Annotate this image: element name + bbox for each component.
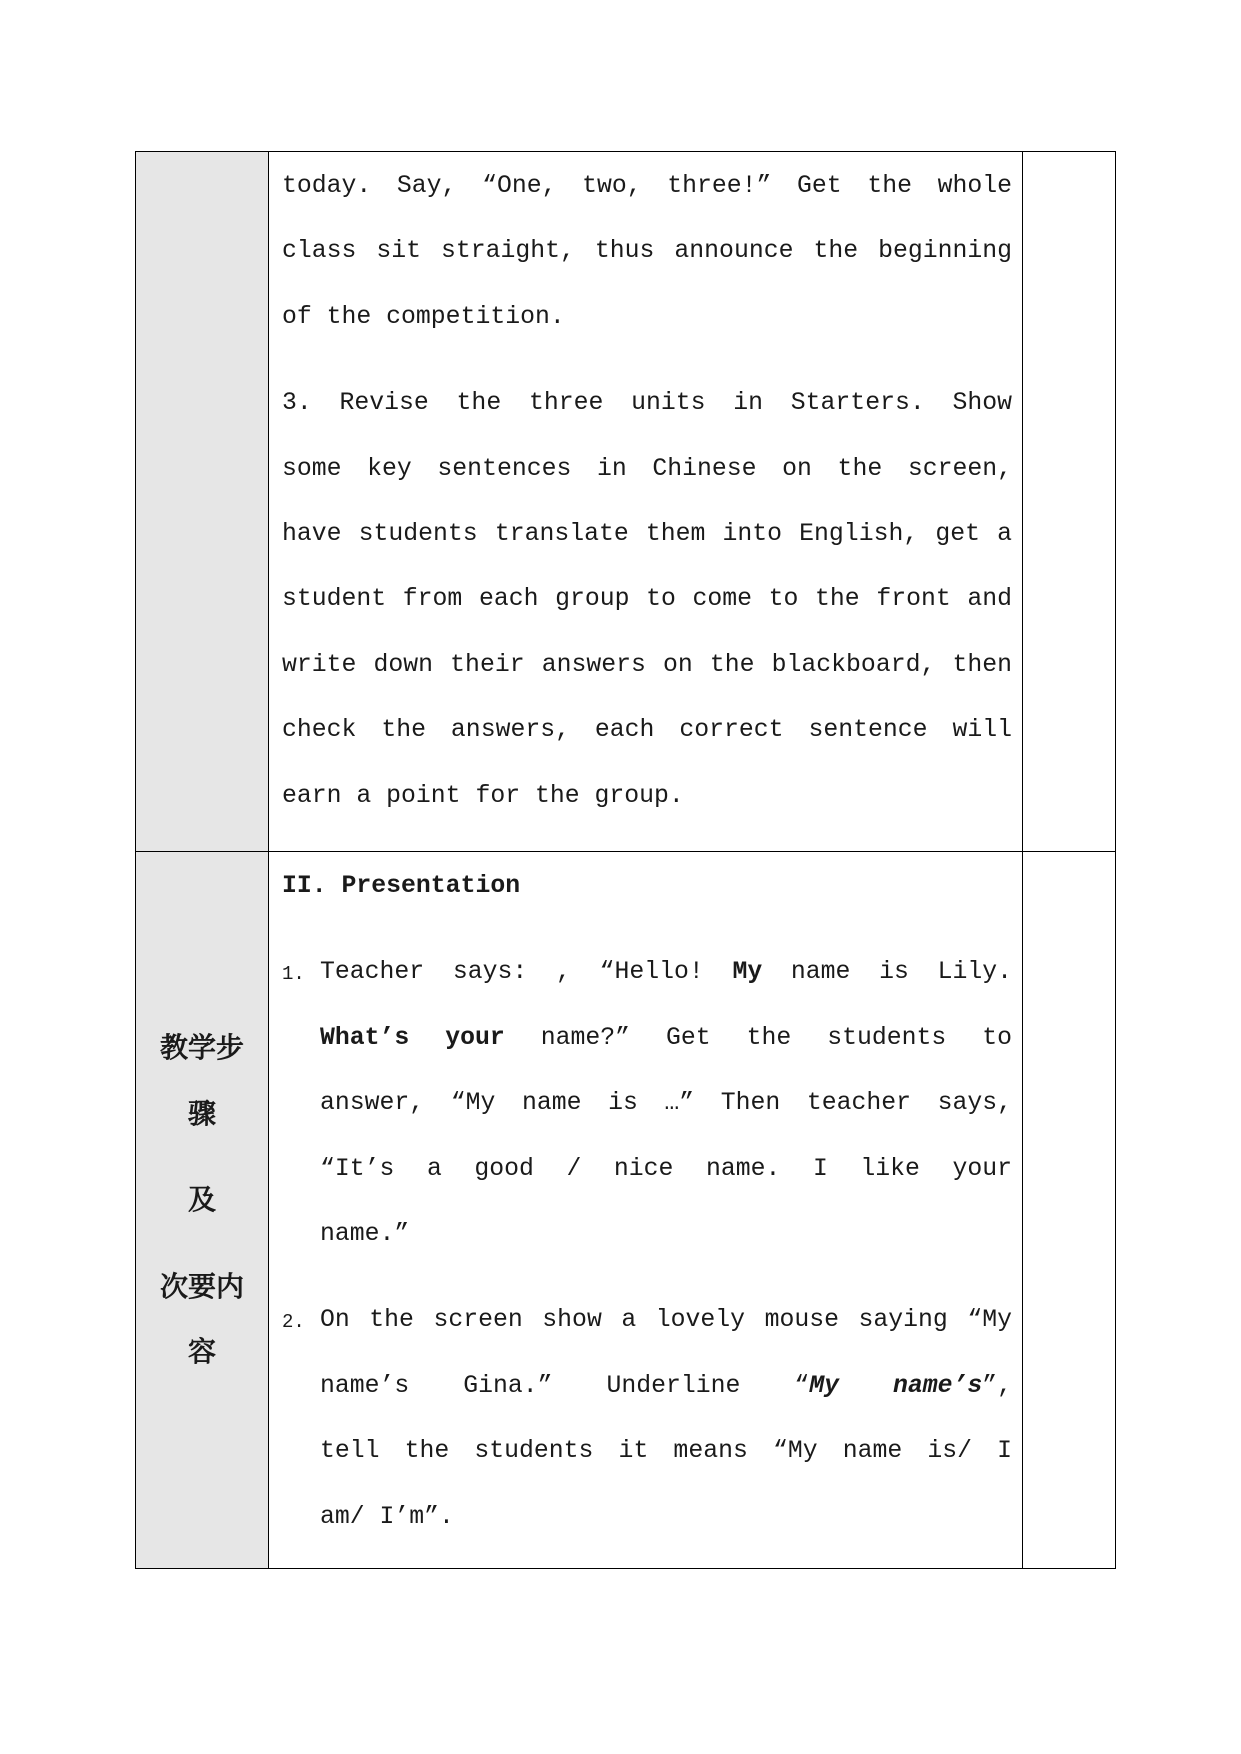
text-segment: name’s Gina.” Underline “ (320, 1371, 810, 1400)
text-line: name.” (320, 1219, 410, 1248)
bold-text: What’s your (320, 1023, 505, 1052)
list-number: 2. (282, 1311, 305, 1334)
text-line: 3. Revise the three units in Starters. Show (282, 389, 1012, 418)
remarks-cell (1023, 852, 1116, 1569)
text-segment: Teacher says: , “Hello! (320, 958, 733, 987)
lesson-plan-table (135, 151, 1116, 1569)
text-line: class sit straight, thus announce the beginning (282, 237, 1012, 266)
text-line: am/ I’m”. (320, 1502, 454, 1531)
text-line: earn a point for the group. (282, 781, 684, 810)
bold-text: My (732, 958, 763, 987)
text-line (320, 1006, 1012, 1071)
label-cell (136, 852, 269, 1569)
section-heading: II. Presentation (282, 872, 521, 900)
text-segment: name is Lily. (762, 958, 1013, 987)
text-line (320, 1354, 1012, 1419)
list-item (282, 1288, 1012, 1550)
table-row (136, 852, 1116, 1569)
row-label-part: 教学步骤 (159, 1031, 244, 1130)
bold-italic-text: My name’s (809, 1371, 983, 1400)
text-line: tell the students it means “My name is/ I (320, 1437, 1012, 1466)
text-line: “It’s a good / nice name. I like your (320, 1154, 1012, 1183)
text-line: of the competition. (282, 302, 565, 331)
content-cell (269, 852, 1023, 1569)
text-line (320, 940, 1012, 1005)
row-label-part: 及 (187, 1183, 216, 1217)
table-row (136, 152, 1116, 852)
text-line: write down their answers on the blackboard, then (282, 650, 1012, 679)
text-line: some key sentences in Chinese on the screen, (282, 454, 1012, 483)
text-line: today. Say, “One, two, three!” Get the whole (282, 172, 1012, 200)
text-line: have students translate them into English, get a (282, 519, 1012, 548)
paragraph (282, 154, 1012, 350)
paragraph (282, 371, 1012, 829)
text-line: On the screen show a lovely mouse saying “My (320, 1306, 1012, 1335)
list-number: 1. (282, 963, 305, 986)
list-item (282, 940, 1012, 1267)
text-line: answer, “My name is …” Then teacher says, (320, 1089, 1012, 1118)
row-label-part: 次要内容 (159, 1269, 244, 1369)
remarks-cell (1023, 152, 1116, 852)
text-line: student from each group to come to the front and (282, 585, 1012, 614)
content-cell (269, 152, 1023, 852)
text-line: check the answers, each correct sentence will (282, 716, 1012, 745)
label-cell (136, 152, 269, 852)
text-segment: ”, (982, 1371, 1012, 1400)
text-segment: name?” Get the students to (504, 1023, 1012, 1052)
